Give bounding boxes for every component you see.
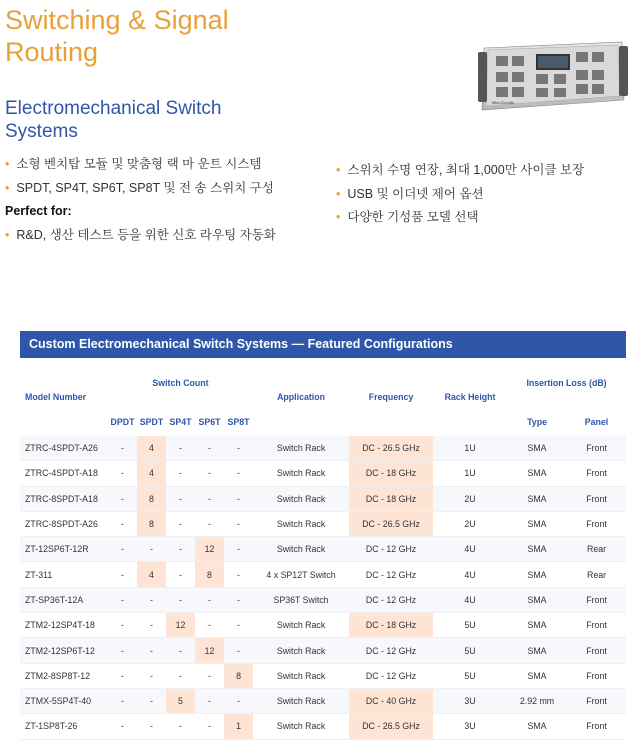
cell-spdt: - bbox=[137, 638, 166, 663]
list-item: • 소형 벤치탑 모듈 및 맞춤형 랙 마 운트 시스템 bbox=[5, 157, 262, 171]
cell-panel: Front bbox=[567, 688, 626, 713]
cell-model: ZTRC-8SPDT-A26 bbox=[20, 511, 108, 536]
cell-sp8t: - bbox=[224, 436, 253, 461]
table-row bbox=[20, 638, 626, 663]
column-header-sp8t: SP8T bbox=[227, 417, 250, 427]
brand-label: Mini-Circuits bbox=[492, 100, 514, 105]
cell-sp4t: - bbox=[166, 511, 195, 536]
table-row bbox=[20, 688, 626, 713]
cell-dpdt: - bbox=[108, 638, 137, 663]
cell-application: Switch Rack bbox=[253, 537, 349, 562]
cell-frequency: DC - 12 GHz bbox=[349, 587, 433, 612]
section-subtitle bbox=[5, 97, 221, 143]
switch-rack-product-image bbox=[474, 40, 632, 115]
cell-model: ZTMX-5SP4T-40 bbox=[20, 688, 108, 713]
cell-sp4t: - bbox=[166, 436, 195, 461]
cell-sp4t: - bbox=[166, 486, 195, 511]
cell-rack: 1U bbox=[433, 461, 507, 486]
table-row bbox=[20, 537, 626, 562]
cell-panel: Front bbox=[567, 511, 626, 536]
list-item: • R&D, 생산 테스트 등을 위한 신호 라우팅 자동화 bbox=[5, 227, 276, 242]
cell-sp8t: - bbox=[224, 486, 253, 511]
column-header-rack-height: Rack Height bbox=[444, 392, 496, 402]
configurations-table bbox=[20, 358, 626, 740]
cell-model: ZT-311 bbox=[20, 562, 108, 587]
cell-sp6t: - bbox=[195, 613, 224, 638]
cell-frequency: DC - 18 GHz bbox=[349, 486, 433, 511]
cell-sp8t: - bbox=[224, 461, 253, 486]
cell-sp4t: - bbox=[166, 587, 195, 612]
featured-configurations-table bbox=[20, 331, 626, 740]
table-row bbox=[20, 511, 626, 536]
table-row bbox=[20, 613, 626, 638]
cell-spdt: - bbox=[137, 613, 166, 638]
bullet-dot-icon: • bbox=[5, 157, 10, 171]
cell-rack: 2U bbox=[433, 486, 507, 511]
cell-model: ZT-SP36T-12A bbox=[20, 587, 108, 612]
table-title-bar: Custom Electromechanical Switch Systems — Featured Configurations bbox=[20, 331, 626, 358]
cell-spdt: 4 bbox=[137, 436, 166, 461]
cell-model: ZTM2-8SP8T-12 bbox=[20, 663, 108, 688]
cell-dpdt: - bbox=[108, 562, 137, 587]
cell-panel: Front bbox=[567, 436, 626, 461]
feature-list-right bbox=[336, 159, 584, 230]
cell-spdt: - bbox=[137, 537, 166, 562]
cell-panel: Rear bbox=[567, 562, 626, 587]
cell-rack: 5U bbox=[433, 663, 507, 688]
cell-application: Switch Rack bbox=[253, 436, 349, 461]
cell-spdt: - bbox=[137, 663, 166, 688]
title-line-2: Routing bbox=[5, 37, 99, 67]
cell-sp4t: - bbox=[166, 461, 195, 486]
cell-spdt: 4 bbox=[137, 562, 166, 587]
cell-sp6t: - bbox=[195, 663, 224, 688]
cell-sp6t: 12 bbox=[195, 638, 224, 663]
cell-spdt: 8 bbox=[137, 511, 166, 536]
cell-sp8t: - bbox=[224, 562, 253, 587]
page-title bbox=[5, 4, 229, 68]
cell-sp4t: - bbox=[166, 638, 195, 663]
cell-type: SMA bbox=[507, 537, 567, 562]
cell-application: Switch Rack bbox=[253, 688, 349, 713]
cell-frequency: DC - 12 GHz bbox=[349, 638, 433, 663]
cell-sp4t: 5 bbox=[166, 688, 195, 713]
title-line-1: Switching & Signal bbox=[5, 5, 229, 35]
cell-sp4t: - bbox=[166, 714, 195, 739]
cell-sp8t: 8 bbox=[224, 663, 253, 688]
cell-panel: Front bbox=[567, 486, 626, 511]
cell-rack: 1U bbox=[433, 436, 507, 461]
cell-dpdt: - bbox=[108, 461, 137, 486]
cell-type: SMA bbox=[507, 562, 567, 587]
cell-application: Switch Rack bbox=[253, 714, 349, 739]
column-header-type: Type bbox=[527, 417, 547, 427]
cell-application: Switch Rack bbox=[253, 638, 349, 663]
cell-dpdt: - bbox=[108, 688, 137, 713]
cell-rack: 4U bbox=[433, 562, 507, 587]
cell-type: SMA bbox=[507, 511, 567, 536]
list-item: • 다양한 기성품 모델 선택 bbox=[336, 210, 479, 224]
column-header-application: Application bbox=[277, 392, 325, 402]
bullet-dot-icon: • bbox=[336, 163, 341, 177]
cell-sp6t: - bbox=[195, 587, 224, 612]
cell-model: ZTRC-4SPDT-A18 bbox=[20, 461, 108, 486]
cell-type: SMA bbox=[507, 714, 567, 739]
cell-model: ZTM2-12SP6T-12 bbox=[20, 638, 108, 663]
cell-sp6t: - bbox=[195, 461, 224, 486]
cell-frequency: DC - 18 GHz bbox=[349, 461, 433, 486]
subtitle-line-2: Systems bbox=[5, 121, 78, 142]
cell-sp6t: - bbox=[195, 688, 224, 713]
cell-panel: Front bbox=[567, 587, 626, 612]
column-header-dpdt: DPDT bbox=[110, 417, 135, 427]
cell-application: Switch Rack bbox=[253, 461, 349, 486]
cell-application: Switch Rack bbox=[253, 486, 349, 511]
cell-rack: 2U bbox=[433, 511, 507, 536]
cell-sp4t: - bbox=[166, 537, 195, 562]
bullet-dot-icon: • bbox=[336, 210, 341, 224]
table-row bbox=[20, 663, 626, 688]
cell-dpdt: - bbox=[108, 537, 137, 562]
cell-sp6t: - bbox=[195, 486, 224, 511]
table-row bbox=[20, 562, 626, 587]
cell-model: ZTRC-8SPDT-A18 bbox=[20, 486, 108, 511]
cell-rack: 3U bbox=[433, 688, 507, 713]
bullet-dot-icon: • bbox=[336, 186, 341, 201]
cell-panel: Front bbox=[567, 714, 626, 739]
cell-model: ZTM2-12SP4T-18 bbox=[20, 613, 108, 638]
column-header-sp4t: SP4T bbox=[169, 417, 192, 427]
cell-type: SMA bbox=[507, 436, 567, 461]
cell-frequency: DC - 26.5 GHz bbox=[349, 511, 433, 536]
column-header-insertion-loss: Insertion Loss (dB) bbox=[526, 378, 607, 388]
column-header-spdt: SPDT bbox=[139, 417, 164, 427]
table-body bbox=[20, 436, 626, 739]
table-row bbox=[20, 587, 626, 612]
cell-spdt: - bbox=[137, 688, 166, 713]
cell-type: SMA bbox=[507, 486, 567, 511]
cell-rack: 5U bbox=[433, 638, 507, 663]
column-header-panel: Panel bbox=[584, 417, 609, 427]
cell-panel: Rear bbox=[567, 537, 626, 562]
cell-panel: Front bbox=[567, 638, 626, 663]
cell-rack: 3U bbox=[433, 714, 507, 739]
cell-model: ZT-1SP8T-26 bbox=[20, 714, 108, 739]
bullet-dot-icon: • bbox=[5, 180, 10, 195]
cell-rack: 4U bbox=[433, 587, 507, 612]
cell-model: ZT-12SP6T-12R bbox=[20, 537, 108, 562]
cell-sp8t: - bbox=[224, 613, 253, 638]
cell-sp6t: - bbox=[195, 511, 224, 536]
cell-spdt: 4 bbox=[137, 461, 166, 486]
cell-spdt: - bbox=[137, 587, 166, 612]
column-header-frequency: Frequency bbox=[368, 392, 414, 402]
cell-panel: Front bbox=[567, 461, 626, 486]
cell-frequency: DC - 40 GHz bbox=[349, 688, 433, 713]
cell-frequency: DC - 26.5 GHz bbox=[349, 714, 433, 739]
cell-sp4t: 12 bbox=[166, 613, 195, 638]
cell-frequency: DC - 12 GHz bbox=[349, 562, 433, 587]
list-item: • 스위치 수명 연장, 최대 1,000만 사이클 보장 bbox=[336, 163, 585, 177]
cell-panel: Front bbox=[567, 663, 626, 688]
cell-dpdt: - bbox=[108, 663, 137, 688]
cell-dpdt: - bbox=[108, 486, 137, 511]
cell-type: SMA bbox=[507, 638, 567, 663]
cell-sp6t: - bbox=[195, 436, 224, 461]
table-row bbox=[20, 436, 626, 461]
cell-spdt: 8 bbox=[137, 486, 166, 511]
column-header-sp6t: SP6T bbox=[198, 417, 221, 427]
cell-application: SP36T Switch bbox=[253, 587, 349, 612]
cell-dpdt: - bbox=[108, 511, 137, 536]
cell-frequency: DC - 18 GHz bbox=[349, 613, 433, 638]
cell-rack: 4U bbox=[433, 537, 507, 562]
cell-sp8t: - bbox=[224, 587, 253, 612]
cell-sp6t: 12 bbox=[195, 537, 224, 562]
cell-sp8t: - bbox=[224, 688, 253, 713]
cell-type: SMA bbox=[507, 461, 567, 486]
cell-dpdt: - bbox=[108, 613, 137, 638]
cell-dpdt: - bbox=[108, 714, 137, 739]
cell-application: Switch Rack bbox=[253, 511, 349, 536]
cell-model: ZTRC-4SPDT-A26 bbox=[20, 436, 108, 461]
cell-sp6t: 8 bbox=[195, 562, 224, 587]
cell-sp4t: - bbox=[166, 663, 195, 688]
cell-panel: Front bbox=[567, 613, 626, 638]
cell-sp8t: - bbox=[224, 511, 253, 536]
perfect-for-label: Perfect for: bbox=[5, 204, 72, 218]
feature-list-left bbox=[5, 153, 276, 247]
cell-application: Switch Rack bbox=[253, 613, 349, 638]
cell-type: SMA bbox=[507, 613, 567, 638]
cell-sp8t: - bbox=[224, 537, 253, 562]
cell-frequency: DC - 12 GHz bbox=[349, 663, 433, 688]
subtitle-line-1: Electromechanical Switch bbox=[5, 98, 222, 119]
cell-dpdt: - bbox=[108, 587, 137, 612]
cell-sp6t: - bbox=[195, 714, 224, 739]
list-item: • USB 및 이더넷 제어 옵션 bbox=[336, 186, 484, 201]
cell-frequency: DC - 26.5 GHz bbox=[349, 436, 433, 461]
cell-sp8t: - bbox=[224, 638, 253, 663]
cell-type: SMA bbox=[507, 663, 567, 688]
cell-type: SMA bbox=[507, 587, 567, 612]
cell-frequency: DC - 12 GHz bbox=[349, 537, 433, 562]
bullet-dot-icon: • bbox=[5, 227, 10, 242]
list-item: • SPDT, SP4T, SP6T, SP8T 및 전 송 스위치 구성 bbox=[5, 180, 274, 195]
column-header-switch-count: Switch Count bbox=[152, 378, 209, 388]
table-row bbox=[20, 461, 626, 486]
cell-application: Switch Rack bbox=[253, 663, 349, 688]
cell-dpdt: - bbox=[108, 436, 137, 461]
cell-application: 4 x SP12T Switch bbox=[253, 562, 349, 587]
cell-type: 2.92 mm bbox=[507, 688, 567, 713]
cell-rack: 5U bbox=[433, 613, 507, 638]
cell-spdt: - bbox=[137, 714, 166, 739]
table-row bbox=[20, 486, 626, 511]
cell-sp4t: - bbox=[166, 562, 195, 587]
table-row bbox=[20, 714, 626, 739]
cell-sp8t: 1 bbox=[224, 714, 253, 739]
column-header-model: Model Number bbox=[25, 392, 87, 402]
